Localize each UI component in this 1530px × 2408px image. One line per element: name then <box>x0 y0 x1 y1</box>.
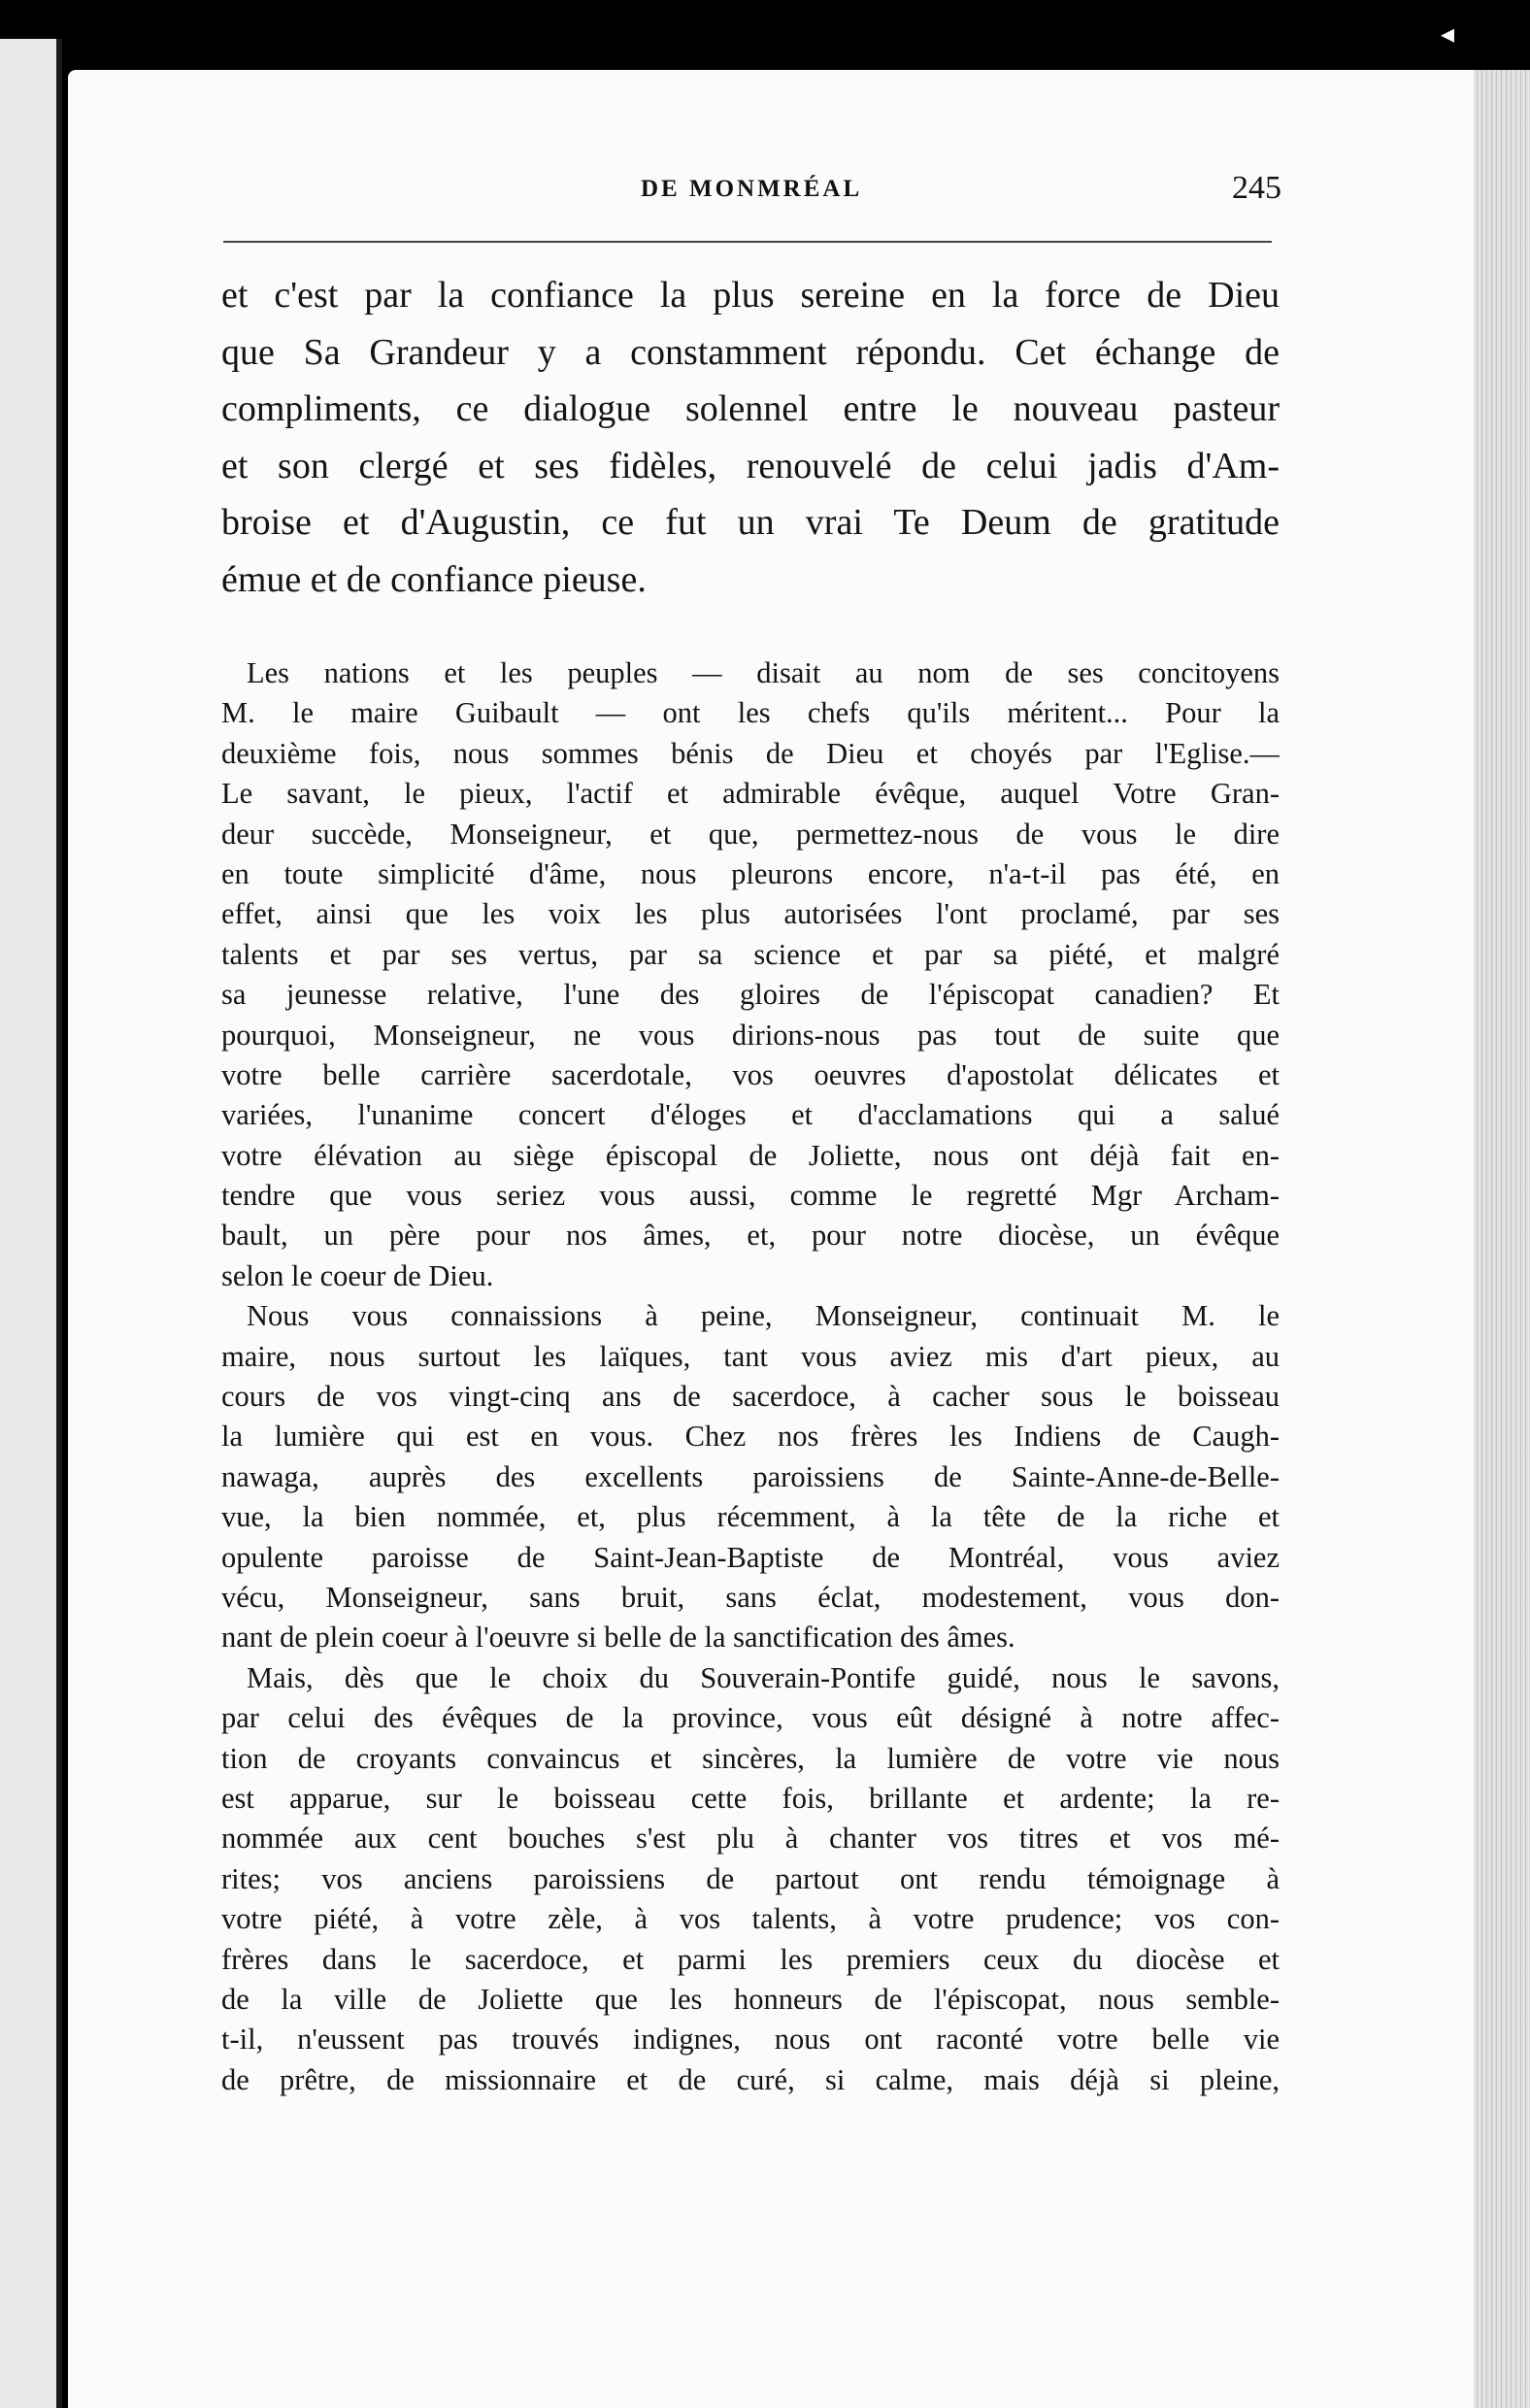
text-line: variées, l'unanime concert d'éloges et d'acclamations qui a salué <box>221 1098 1280 1132</box>
text-line: votre piété, à votre zèle, à vos talents, à votre prudence; vos con- <box>221 1902 1280 1936</box>
text-line: rites; vos anciens paroissiens de partout ont rendu témoignage à <box>221 1861 1280 1895</box>
text-line: tendre que vous seriez vous aussi, comme le regretté Mgr Archam- <box>221 1179 1280 1213</box>
facing-page-edge <box>0 39 62 2408</box>
text-line: nommée aux cent bouches s'est plu à chanter vos titres et vos mé- <box>221 1822 1280 1856</box>
text-line: opulente paroisse de Saint-Jean-Baptiste de Montréal, vous aviez <box>221 1540 1280 1574</box>
text-line: talents et par ses vertus, par sa science et par sa piété, et malgré <box>221 937 1280 971</box>
page-text <box>221 267 1280 2100</box>
text-line: Le savant, le pieux, l'actif et admirable évêque, auquel Votre Gran- <box>221 777 1280 811</box>
text-line: votre belle carrière sacerdotale, vos oeuvres d'apostolat délicates et <box>221 1057 1280 1091</box>
text-line: par celui des évêques de la province, vous eût désigné à notre affec- <box>221 1701 1280 1735</box>
text-line: nawaga, auprès des excellents paroissiens de Sainte-Anne-de-Belle- <box>221 1459 1280 1493</box>
page-stack-edges <box>1474 70 1530 2408</box>
text-line: vécu, Monseigneur, sans bruit, sans éclat, modestement, vous don- <box>221 1580 1280 1614</box>
page-number: 245 <box>1232 170 1281 206</box>
text-line: tion de croyants convaincus et sincères, la lumière de votre vie nous <box>221 1741 1280 1775</box>
text-line: frères dans le sacerdoce, et parmi les premiers ceux du diocèse et <box>221 1942 1280 1976</box>
text-line: effet, ainsi que les voix les plus autorisées l'ont proclamé, par ses <box>221 897 1280 931</box>
text-line: compliments, ce dialogue solennel entre le nouveau pasteur <box>221 388 1280 429</box>
text-line: deur succède, Monseigneur, et que, permettez-nous de vous le dire <box>221 817 1280 851</box>
text-line: Les nations et les peuples — disait au nom de ses concitoyens <box>247 656 1280 689</box>
text-line: bault, un père pour nos âmes, et, pour notre diocèse, un évêque <box>221 1219 1280 1253</box>
header-rule <box>223 241 1272 243</box>
text-line: et c'est par la confiance la plus sereine en la force de Dieu <box>221 275 1280 316</box>
text-line: la lumière qui est en vous. Chez nos frères les Indiens de Caugh- <box>221 1420 1280 1454</box>
running-head <box>223 170 1281 218</box>
text-line: de prêtre, de missionnaire et de curé, si calme, mais déjà si pleine, <box>221 2062 1280 2096</box>
text-line: broise et d'Augustin, ce fut un vrai Te Deum de gratitude <box>221 502 1280 543</box>
text-line: que Sa Grandeur y a constamment répondu. Cet échange de <box>221 331 1280 373</box>
text-line: t-il, n'eussent pas trouvés indignes, nous ont raconté votre belle vie <box>221 2023 1280 2057</box>
text-line: pourquoi, Monseigneur, ne vous dirions-nous pas tout de suite que <box>221 1018 1280 1052</box>
text-line: maire, nous surtout les laïques, tant vous aviez mis d'art pieux, au <box>221 1339 1280 1373</box>
text-line: nant de plein coeur à l'oeuvre si belle de la sanctification des âmes. <box>221 1621 1015 1655</box>
paragraph-continued <box>221 1296 1280 1658</box>
lead-paragraph <box>221 267 1280 608</box>
text-line: selon le coeur de Dieu. <box>221 1258 494 1292</box>
corner-arrow-icon: ◂ <box>1440 17 1454 50</box>
paragraph-pontiff-choice <box>221 1658 1280 2100</box>
body-text <box>221 653 1280 2100</box>
paragraph-mayor-speech <box>221 653 1280 1296</box>
running-title: DE MONMRÉAL <box>641 176 863 202</box>
text-line: de la ville de Joliette que les honneurs de l'épiscopat, nous semble- <box>221 1982 1280 2016</box>
text-line: Nous vous connaissions à peine, Monseigneur, continuait M. le <box>247 1299 1280 1333</box>
text-line: et son clergé et ses fidèles, renouvelé de celui jadis d'Am- <box>221 445 1280 486</box>
text-line: sa jeunesse relative, l'une des gloires de l'épiscopat canadien? Et <box>221 978 1280 1012</box>
text-line: votre élévation au siège épiscopal de Joliette, nous ont déjà fait en- <box>221 1138 1280 1172</box>
text-line: est apparue, sur le boisseau cette fois, brillante et ardente; la re- <box>221 1781 1280 1815</box>
text-line: en toute simplicité d'âme, nous pleurons encore, n'a-t-il pas été, en <box>221 856 1280 890</box>
text-line: deuxième fois, nous sommes bénis de Dieu et choyés par l'Eglise.— <box>221 736 1280 770</box>
text-line: cours de vos vingt-cinq ans de sacerdoce, à cacher sous le boisseau <box>221 1380 1280 1414</box>
text-line: Mais, dès que le choix du Souverain-Pontife guidé, nous le savons, <box>247 1660 1280 1694</box>
text-line: vue, la bien nommée, et, plus récemment, à la tête de la riche et <box>221 1500 1280 1534</box>
text-line: émue et de confiance pieuse. <box>221 558 647 600</box>
text-line: M. le maire Guibault — ont les chefs qu'ils méritent... Pour la <box>221 696 1280 730</box>
